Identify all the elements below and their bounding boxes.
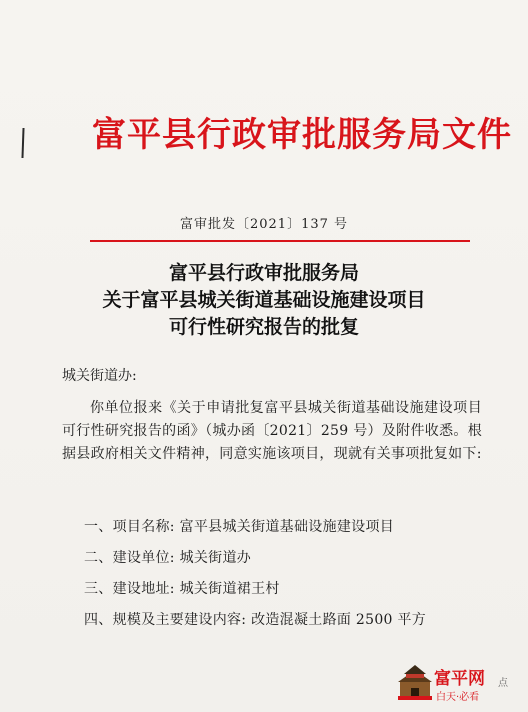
watermark-slogan: 白天·必看: [436, 692, 480, 703]
approval-item: 二、建设单位: 城关街道办: [84, 550, 252, 566]
title-line-1: 富平县行政审批服务局: [168, 262, 359, 284]
body-paragraph: 你单位报来《关于申请批复富平县城关街道基础设施建设项目可行性研究报告的函》（城办函〔2021〕259 号）及附件收悉。根据县政府相关文件精神，同意实施该项目，现就有关事项批复如下:: [62, 400, 482, 462]
city-gate-logo-icon: [398, 662, 432, 700]
site-watermark: [398, 660, 518, 708]
document-body: [62, 365, 482, 466]
watermark-site-name: 富平网: [434, 669, 485, 689]
red-divider-line: [90, 240, 470, 242]
title-line-2: 关于富平县城关街道基础设施建设项目: [102, 289, 426, 311]
title-line-3: 可行性研究报告的批复: [168, 316, 359, 338]
binding-mark: [21, 128, 24, 158]
approval-item: 四、规模及主要建设内容: 改造混凝土路面 2500 平方: [84, 612, 427, 628]
approval-item: 三、建设地址: 城关街道裙王村: [84, 581, 280, 597]
approval-items: [84, 512, 484, 636]
approval-item: 一、项目名称: 富平县城关街道基础设施建设项目: [84, 519, 395, 535]
addressee: 城关街道办:: [62, 368, 137, 384]
issuing-authority-header: 富平县行政审批服务局文件: [92, 115, 512, 155]
document-title: [0, 260, 528, 341]
watermark-dot: 点: [498, 678, 508, 689]
document-number: 富审批发〔2021〕137 号: [179, 217, 349, 232]
